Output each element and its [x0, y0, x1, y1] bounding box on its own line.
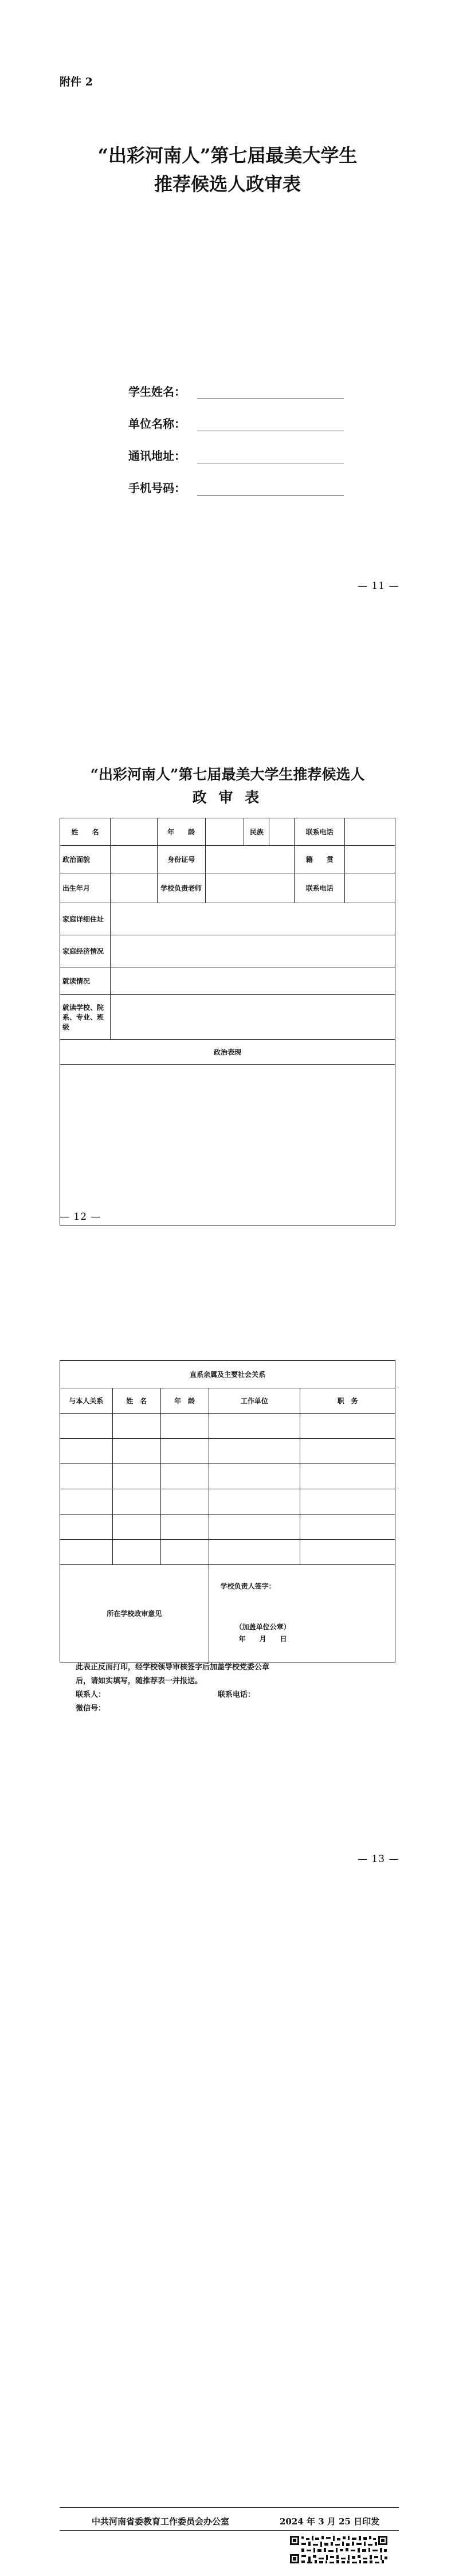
table-row[interactable]: [60, 1489, 395, 1515]
barcode-icon: [289, 2535, 389, 2565]
ethnicity-label: 民族: [244, 818, 269, 846]
political-review-header: 政治表现: [60, 1040, 395, 1065]
relations-table: [60, 1360, 395, 1662]
form-title-line1: “出彩河南人”第七届最美大学生推荐候选人: [90, 766, 365, 783]
table-row[interactable]: [60, 1439, 395, 1464]
contact2-label: 联系电话: [295, 873, 345, 903]
school-opinion-label: 所在学校政审意见: [107, 1610, 162, 1618]
unit-name-field: [128, 412, 346, 431]
page-number: — 13 —: [358, 1853, 399, 1865]
fill-line: [197, 483, 344, 495]
footer-divider-top: [60, 2507, 399, 2508]
field-label: 单位名称：: [128, 417, 186, 431]
employment-cell[interactable]: [110, 967, 395, 995]
contact-cell[interactable]: [345, 818, 395, 846]
table-row[interactable]: [60, 1515, 395, 1540]
wechat-label: 微信号：: [76, 1704, 106, 1713]
address-label: 家庭详细住址: [60, 903, 111, 935]
principal-signature-cell[interactable]: [209, 1565, 395, 1662]
phone-field: [128, 476, 346, 495]
birth-label: 出生年月: [60, 873, 111, 903]
school-leader-label: 学校负责老师: [157, 873, 205, 903]
school-major-cell[interactable]: [110, 995, 395, 1040]
contact-phone-label: 联系电话：: [218, 1691, 256, 1699]
instruction-line1: 此表正反面打印，经学校领导审核签字后加盖学校党委公章: [76, 1663, 270, 1672]
instruction-line2: 后，请如实填写，随推荐表一并报送。: [76, 1677, 203, 1685]
review-form-table: [60, 818, 395, 1225]
employment-label: 就读情况: [60, 967, 111, 995]
document-title-line1: “出彩河南人”第七届最美大学生: [97, 145, 358, 166]
form-title-line2: 政 审 表: [192, 789, 263, 806]
id-cell[interactable]: [205, 846, 295, 873]
fill-line: [197, 387, 344, 399]
ethnicity-cell[interactable]: [269, 818, 295, 846]
age-cell[interactable]: [205, 818, 244, 846]
page-number: — 12 —: [60, 1211, 101, 1223]
contact2-cell[interactable]: [345, 873, 395, 903]
header-relation: 与本人关系: [60, 1388, 113, 1414]
native-cell[interactable]: [345, 846, 395, 873]
economy-cell[interactable]: [110, 935, 395, 967]
political-review-cell[interactable]: [60, 1065, 395, 1225]
table-row[interactable]: [60, 1414, 395, 1439]
contact-label: 联系电话: [295, 818, 345, 846]
date-label: 年 月 日: [238, 1635, 287, 1643]
address-cell[interactable]: [110, 903, 395, 935]
student-name-field: [128, 380, 346, 399]
school-leader-cell[interactable]: [205, 873, 295, 903]
table-row[interactable]: [60, 1464, 395, 1489]
id-label: 身份证号: [157, 846, 205, 873]
table-row[interactable]: [60, 1540, 395, 1565]
school-major-label: 就读学校、院系、专业、班级: [60, 995, 111, 1040]
school-opinion-cell[interactable]: [60, 1565, 209, 1662]
attachment-label: 附件 2: [60, 76, 93, 88]
address-field: [128, 444, 346, 463]
header-name: 姓 名: [112, 1388, 160, 1414]
relations-table-title: 直系亲属及主要社会关系: [60, 1361, 395, 1388]
seal-label: （加盖单位公章）: [235, 1623, 291, 1631]
header-workplace: 工作单位: [209, 1388, 300, 1414]
issue-date: 2024 年 3 月 25 日印发: [280, 2516, 380, 2527]
fill-line: [197, 451, 344, 463]
fill-line: [197, 419, 344, 431]
contact-person-label: 联系人：: [76, 1691, 106, 1699]
field-label: 手机号码：: [128, 481, 186, 495]
birth-cell[interactable]: [110, 873, 157, 903]
issuing-organization: 中共河南省委教育工作委员会办公室: [92, 2516, 230, 2527]
native-label: 籍 贯: [295, 846, 345, 873]
field-label: 通讯地址：: [128, 449, 186, 463]
economy-label: 家庭经济情况: [60, 935, 111, 967]
principal-sign-label: 学校负责人签字：: [220, 1582, 276, 1590]
document-title-line2: 推荐候选人政审表: [154, 173, 301, 195]
header-age: 年 龄: [160, 1388, 209, 1414]
name-cell[interactable]: [110, 818, 157, 846]
political-label: 政治面貌: [60, 846, 111, 873]
name-label: 姓 名: [60, 818, 111, 846]
age-label: 年 龄: [157, 818, 205, 846]
instruction-note: [76, 1661, 397, 1716]
footer-divider-bottom: [60, 2530, 399, 2531]
page-number: — 11 —: [358, 580, 399, 592]
header-position: 职 务: [300, 1388, 395, 1414]
field-label: 学生姓名：: [128, 385, 186, 399]
political-cell[interactable]: [110, 846, 157, 873]
